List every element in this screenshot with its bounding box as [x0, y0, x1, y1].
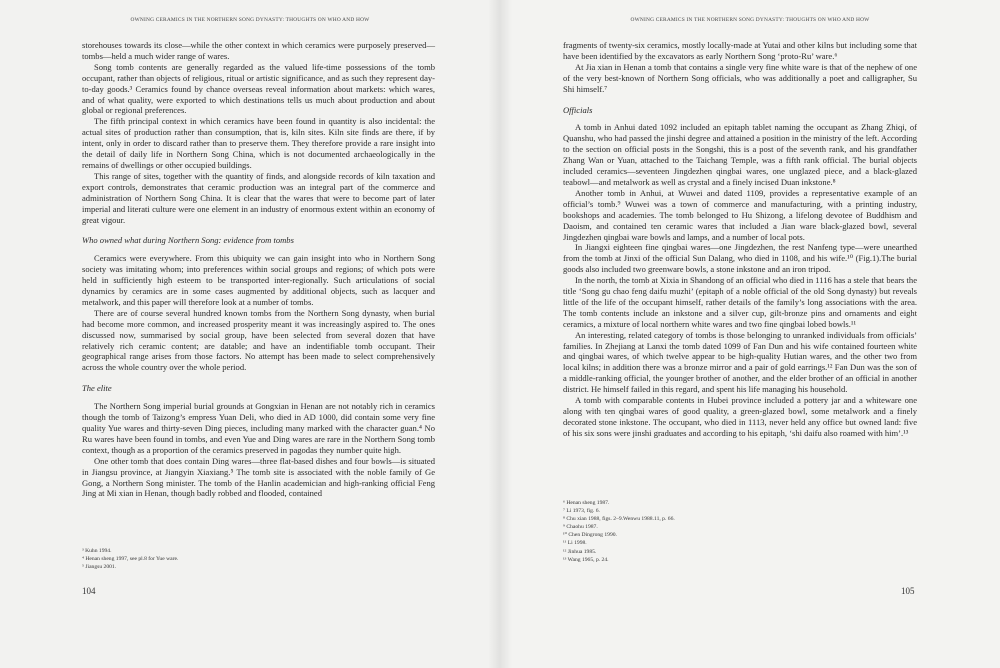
section-heading: Officials	[563, 104, 593, 115]
paragraph: An interesting, related category of tombs is those belonging to unranked individuals from officials’ families. In Zhejiang at Lanxi the tomb dated 1099 of Fan Dun and his wife contained fourteen white and qingbai wares, of which twelve appear to be high-quality Hutian wares, and the other two from local kilns; in addition there was a bronze mirror and a pair of gold earrings.¹² Fan Dun was the son of a middle-ranking official, the younger brother of another, and the elder brother of an official in another district. He himself failed in this regard, and spent his life managing his household.	[563, 329, 917, 395]
footnote: ⁹ Chaohu 1987.	[563, 524, 598, 531]
section-heading: Who owned what during Northern Song: evidence from tombs	[82, 235, 294, 246]
paragraph: There are of course several hundred known tombs from the Northern Song dynasty, when burial had become more common, and increased prosperity meant it was increasingly aspired to. The ones discussed now, summarised by social group, have been selected from several dozen that have relatively rich ceramic content; are datable; and have an indentifiable tomb occupant. Their geographical range arises from those factors. No attempt has been made to select comprehensively across the whole country over the whole period.	[82, 307, 435, 373]
page-number: 104	[82, 586, 96, 596]
running-head: OWNING CERAMICS IN THE NORTHERN SONG DYNASTY: THOUGHTS ON WHO AND HOW	[130, 17, 370, 23]
paragraph: In Jiangxi eighteen fine qingbai wares—one Jingdezhen, the rest Nanfeng type—were unearthed from the tomb at Jinxi of the official Sun Dalang, who died in 1108, and his wife.¹⁰ (Fig.1).The burial goods also included two greenware bowls, a stone inkstone and an iron tripod.	[563, 242, 917, 275]
text-column	[563, 40, 917, 439]
paragraph: storehouses towards its close—while the other context in which ceramics were purposely preserved—tombs—held a much wider range of wares.	[82, 40, 435, 61]
right-page	[500, 0, 1000, 668]
footnote: ¹⁰ Chen Dingrong 1990.	[563, 532, 617, 539]
footnotes	[563, 499, 863, 564]
footnote: ¹¹ Li 1998.	[563, 540, 587, 547]
footnotes	[82, 547, 382, 571]
paragraph: A tomb in Anhui dated 1092 included an epitaph tablet naming the occupant as Zhang Zhiqi, of Quanshu, who had passed the jinshi degree and attained a position in the ministry of the left. According to the section on official posts in the Songshi, this is a post of the seventh rank, and his grandfather Zhang Wan or Yuan, attached to the Taichang Temple, was a fifth rank official. The burial objects included ceramics—seventeen Jingdezhen qingbai wares, one unglazed piece, and a black-glazed teabowl—and metalwork as well as crystal and a finely incised Duan inkstone.⁸	[563, 122, 917, 187]
footnote: ¹² Jinhua 1985.	[563, 548, 597, 555]
footnote: ¹³ Wang 1965, p. 24.	[563, 556, 609, 563]
footnote: ⁸ Chu xian 1988, figs. 2–9.Wenwu 1988.11, p. 66.	[563, 516, 675, 523]
text-column	[82, 40, 435, 499]
paragraph: This range of sites, together with the quantity of finds, and alongside records of kiln taxation and export controls, demonstrates that ceramic production was an integral part of the commerce and administration of Northern Song China. It is clear that the wares that were to become part of later imperial and literati culture were one element in an industry of enormous extent within an economy of great vigour.	[82, 170, 435, 225]
running-head: OWNING CERAMICS IN THE NORTHERN SONG DYNASTY: THOUGHTS ON WHO AND HOW	[630, 17, 870, 23]
paragraph: Ceramics were everywhere. From this ubiquity we can gain insight into who in Northern Song society was imitating whom; into preferences within social groups and regions; of which pots were held in sufficiently high esteem to be transported inter-regionally. Such articulations of social dynamics by ceramics are in some cases augmented by additional objects, such as lacquer and metalwork, and this paper will therefore look at a number of tombs.	[82, 253, 435, 307]
paragraph: At Jia xian in Henan a tomb that contains a single very fine white ware is that of the nephew of one of the very best-known of Northern Song officials, who was additionally a poet and calligrapher, Su Shi himself.⁷	[563, 61, 917, 94]
paragraph: Another tomb in Anhui, at Wuwei and dated 1109, provides a representative example of an official’s tomb.⁹ Wuwei was a town of commerce and manufacturing, with a printing industry, bookshops and academies. The tomb belonged to Hu Shizong, a lifelong devotee of Buddhism and Daoism, and contained ten ceramic wares that included a Jian ware black-glazed bowl, several Jingdezhen qingbai ware bowls and lamps, and a number of local pots.	[563, 187, 917, 242]
section-heading: The elite	[82, 383, 112, 394]
paragraph: One other tomb that does contain Ding wares—three flat-based dishes and four bowls—is situated in Jiangsu province, at Jiangyin Xiaxiang.⁵ The tomb site is associated with the noble family of Ge Gong, a Northern Song minister. The tomb of the Hanlin academician and high-ranking official Feng Jing at Mi xian in Henan, though badly robbed and flooded, contained	[82, 455, 435, 499]
page-number: 105	[901, 586, 915, 596]
footnote: ³ Kuhn 1994.	[82, 548, 112, 554]
paragraph: A tomb with comparable contents in Hubei province included a pottery jar and a whiteware one along with ten qingbai wares of good quality, a green-glazed bowl, some metalwork and a finely decorated stone inkstone. The occupant, who died in 1113, never held any office but owned land: five of his six sons were jinshi graduates and according to his epitaph, ‘shi daifu also roamed with him’.¹³	[563, 395, 917, 438]
paragraph: fragments of twenty-six ceramics, mostly locally-made at Yutai and other kilns but including some that have been identified by the excavators as early Northern Song ‘proto-Ru’ ware.⁶	[563, 40, 917, 61]
paragraph: In the north, the tomb at Xixia in Shandong of an official who died in 1116 has a stele that bears the title ‘Song gu chao feng daifu muzhi’ (epitaph of a noble official of the old Song dynasty) but reveals little of the life of the occupant himself, rather details of the family’s long associations with the area. The tomb contents include an inkstone and a silver cup, gilt-bronze pins and ornaments and eight ceramics, a mixture of local northern white wares and two fine qingbai lobed bowls.¹¹	[563, 275, 917, 329]
footnote: ⁷ Li 1973, fig. 6.	[563, 508, 600, 515]
footnote: ⁴ Henan sheng 1997, see pl.8 for Yue ware.	[82, 556, 179, 563]
paragraph: Song tomb contents are generally regarded as the valued life-time possessions of the tomb occupant, rather than objects of religious, ritual or artistic significance, and as such they represent day-to-day goods.³ Ceramics found by chance overseas reveal information about markets: which wares, and of what quality, were exported to which destinations tells us much about production and about global or regional preferences.	[82, 61, 435, 116]
footnote: ⁵ Jiangsu 2001.	[82, 564, 117, 571]
footnote: ⁶ Henan sheng 1987.	[563, 500, 610, 506]
paragraph: The fifth principal context in which ceramics have been found in quantity is also incidental: the actual sites of production rather than consumption, that is, kiln sites. Kiln site finds are there, if by intent, only in order to discard rather than to preserve them. They therefore provide a rare insight into the detail of daily life in Northern Song China, which is not documented archaeologically in the remains of dwellings or other occupied buildings.	[82, 116, 435, 170]
book-gutter	[488, 0, 512, 668]
paragraph: The Northern Song imperial burial grounds at Gongxian in Henan are not notably rich in ceramics though the tomb of Taizong’s empress Yuan Deli, who died in AD 1000, did contain some very fine quality Yue wares and thirty-seven Ding pieces, including many marked with the character guan.⁴ No Ru wares have been found in tombs, and even Yue and Ding wares are rare in the Northern Song tomb context, though as a proportion of the ceramics preserved in pagodas they number quite high.	[82, 401, 435, 455]
